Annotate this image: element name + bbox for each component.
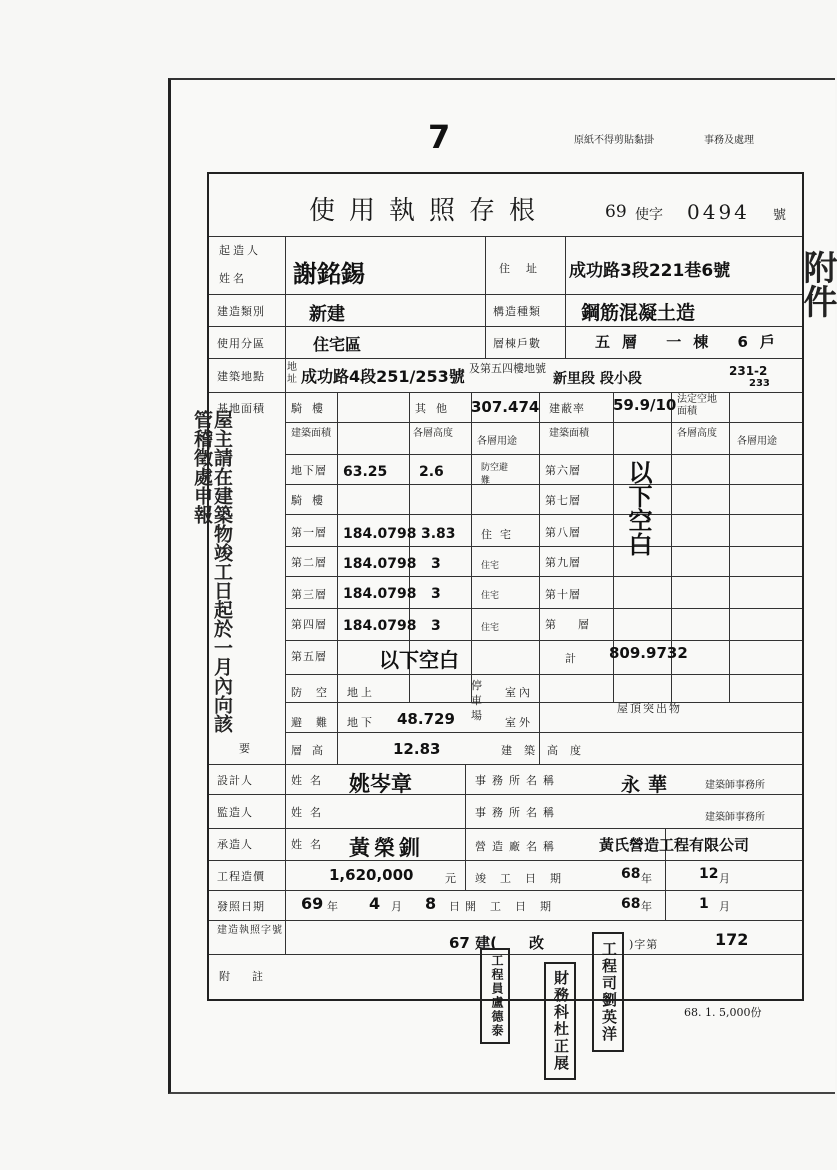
designer-name: 姚岑章 xyxy=(349,772,412,796)
contractor-role: 承造人 xyxy=(217,838,253,851)
issue-day: 8 xyxy=(425,894,437,913)
floor-label: 第六層 xyxy=(545,464,581,477)
col-header-height-right: 各層高度 xyxy=(677,428,717,439)
complete-label: 竣工日期 xyxy=(475,872,575,885)
cost-value: 1,620,000 xyxy=(329,866,414,884)
cost-label: 工程造價 xyxy=(217,870,265,883)
floor-label: 第十層 xyxy=(545,588,581,601)
col-header-use-left: 各層用途 xyxy=(477,436,517,447)
issue-year: 69 xyxy=(301,894,324,913)
floor-label: 第八層 xyxy=(545,526,581,539)
floor-label: 第四層 xyxy=(291,618,327,631)
designer-office-suffix: 建築師事務所 xyxy=(705,780,765,791)
parking-indoor-label: 室內 xyxy=(505,686,533,699)
arcade-label: 騎樓 xyxy=(291,402,333,415)
structure-label: 構造種類 xyxy=(493,305,541,318)
height-left-label: 要 xyxy=(239,742,253,755)
remark-label: 附註 xyxy=(219,970,285,983)
start-month-unit: 月 xyxy=(719,900,733,913)
floors-value: 五層 一棟 6戶 xyxy=(595,333,787,351)
floor-area: 184.0798 xyxy=(343,526,417,542)
building-type: 新建 xyxy=(309,304,345,325)
form-suffix: 號 xyxy=(773,208,787,223)
floor-height: 3 xyxy=(431,556,441,572)
floor-label: 第層 xyxy=(545,618,611,631)
supervisor-role: 監造人 xyxy=(217,806,253,819)
left-margin-notes: 屋主請在建築物竣工日起於一月內向該管稽徵處申報 xyxy=(191,410,233,733)
form-prefix: 69 xyxy=(605,202,627,222)
col-header-height-left: 各層高度 xyxy=(413,428,453,439)
issue-label: 發照日期 xyxy=(217,900,265,913)
permit-number: 172 xyxy=(715,930,749,949)
floor-use: 住宅 xyxy=(481,623,500,633)
complete-month-unit: 月 xyxy=(719,872,733,885)
height-label: 層高 xyxy=(291,744,333,757)
top-right-stamp: 原紙不得剪貼黏掛 xyxy=(574,135,654,146)
legal-area-label: 法定空地面積 xyxy=(677,394,717,417)
designer-name-label: 姓名 xyxy=(291,774,329,787)
structure-type: 鋼筋混凝土造 xyxy=(581,302,696,324)
owner-address-label: 住址 xyxy=(499,262,553,275)
site-label: 建築地點 xyxy=(217,370,265,383)
stamp-engineer: 工程員盧德泰 xyxy=(480,948,510,1044)
roof-label: 屋頂突出物 xyxy=(617,702,682,715)
shelter-label-1: 防空 xyxy=(291,686,341,699)
floor-area: 184.0798 xyxy=(343,618,417,634)
total-value: 809.9732 xyxy=(609,644,688,662)
designer-office-label: 事務所名稱 xyxy=(475,774,560,787)
contractor-firm-label: 營造廠名稱 xyxy=(475,840,560,853)
base-area-label: 基地面積 xyxy=(217,402,265,415)
start-year-unit: 年 xyxy=(641,900,655,913)
floor-use: 住宅 xyxy=(481,591,500,601)
contractor-name: 黃榮釧 xyxy=(349,836,424,860)
floor-label: 第五層 xyxy=(291,650,327,663)
col-header-area-left: 建築面積 xyxy=(291,428,331,439)
form-title: 使用執照存根 xyxy=(309,196,550,226)
parking-label: 停車場 xyxy=(471,679,482,722)
floor-label: 第二層 xyxy=(291,556,327,569)
site-detail-2: 新里段 段小段 xyxy=(553,371,642,387)
supervisor-office-suffix: 建築師事務所 xyxy=(705,812,765,823)
shelter-label-2: 避難 xyxy=(291,716,341,729)
issue-year-unit: 年 xyxy=(327,900,341,913)
form-number: 0494 xyxy=(687,200,750,224)
floor-use: 防空避難 xyxy=(481,463,509,486)
floor-label: 第三層 xyxy=(291,588,327,601)
supervisor-name-label: 姓名 xyxy=(291,806,329,819)
right-margin-text: 附件 xyxy=(797,250,837,318)
coverage-value: 59.9/10 xyxy=(613,396,677,414)
site-detail: 及第五四樓地號 xyxy=(469,362,546,375)
col-header-area-right: 建築面積 xyxy=(549,428,589,439)
shelter-ground-label: 地上 xyxy=(347,686,375,699)
contractor-name-label: 姓名 xyxy=(291,838,329,851)
floor-label: 騎樓 xyxy=(291,494,333,507)
start-year: 68 xyxy=(621,896,641,912)
parking-outdoor-label: 室外 xyxy=(505,716,533,729)
start-month: 1 xyxy=(699,896,709,912)
start-label: 開工日期 xyxy=(465,900,565,913)
owner-address: 成功路3段221巷6號 xyxy=(569,261,731,281)
owner-label-a: 起造人 xyxy=(219,244,261,257)
floor-area: 63.25 xyxy=(343,464,388,480)
floor-use: 住宅 xyxy=(481,528,519,541)
issue-month-unit: 月 xyxy=(391,900,405,913)
cost-unit: 元 xyxy=(445,872,459,885)
floor-label: 地下層 xyxy=(291,464,327,477)
floor-use: 住宅 xyxy=(481,561,500,571)
floor-label: 第一層 xyxy=(291,526,327,539)
designer-role: 設計人 xyxy=(217,774,253,787)
top-handwritten-mark: 7 xyxy=(428,118,451,156)
permit-form xyxy=(207,172,804,1001)
shelter-under-label: 地下 xyxy=(347,716,375,729)
permit-label: 建造執照字號 xyxy=(217,925,283,936)
complete-year-unit: 年 xyxy=(641,872,655,885)
permit-mid: 改 xyxy=(529,934,545,952)
complete-year: 68 xyxy=(621,866,641,882)
zone-value: 住宅區 xyxy=(313,335,362,354)
height-value: 12.83 xyxy=(393,740,441,758)
build-height-label: 建築高度 xyxy=(501,744,593,757)
floor-note: 以下空白 xyxy=(379,648,459,672)
other-label: 其他 xyxy=(415,402,457,415)
col-header-use-right: 各層用途 xyxy=(737,436,777,447)
floor-area: 184.0798 xyxy=(343,586,417,602)
site-address: 成功路4段251/253號 xyxy=(301,367,465,386)
permit-end: )字第 xyxy=(629,938,659,951)
floor-height: 3 xyxy=(431,618,441,634)
supervisor-office-label: 事務所名稱 xyxy=(475,806,560,819)
owner-name: 謝銘錫 xyxy=(293,260,365,288)
floor-label: 第九層 xyxy=(545,556,581,569)
floor-area: 184.0798 xyxy=(343,556,417,572)
stamp-chief-engineer: 工程司劉英洋 xyxy=(592,932,624,1052)
top-right-stamp-2: 事務及處理 xyxy=(704,135,754,146)
stamp-finance: 財務科杜正展 xyxy=(544,962,576,1080)
other-value: 307.474 xyxy=(471,398,540,416)
form-code: 使字 xyxy=(635,207,663,223)
permit-value: 67 建( xyxy=(449,934,497,952)
owner-label-b: 姓名 xyxy=(219,272,247,285)
site-prefix: 地址 xyxy=(287,362,297,385)
floor-height: 3 xyxy=(431,586,441,602)
floors-label: 層棟戶數 xyxy=(493,337,541,350)
floor-note-right: 以下空白 xyxy=(624,460,652,556)
zone-label: 使用分區 xyxy=(217,337,265,350)
issue-month: 4 xyxy=(369,894,381,913)
floor-height: 2.6 xyxy=(419,464,444,480)
print-info: 68. 1. 5,000份 xyxy=(684,1006,762,1019)
floor-height: 3.83 xyxy=(421,526,456,542)
site-lot: 231-2 xyxy=(729,364,768,378)
complete-month: 12 xyxy=(699,866,719,882)
total-label: 計 xyxy=(565,652,579,665)
building-type-label: 建造類別 xyxy=(217,305,265,318)
shelter-under-value: 48.729 xyxy=(397,710,455,728)
issue-day-unit: 日 xyxy=(449,900,463,913)
designer-office: 永華 xyxy=(621,774,676,796)
site-lot-2: 233 xyxy=(749,378,770,389)
contractor-firm: 黃氏營造工程有限公司 xyxy=(599,836,750,854)
coverage-label: 建蔽率 xyxy=(549,402,585,415)
floor-label: 第七層 xyxy=(545,494,581,507)
